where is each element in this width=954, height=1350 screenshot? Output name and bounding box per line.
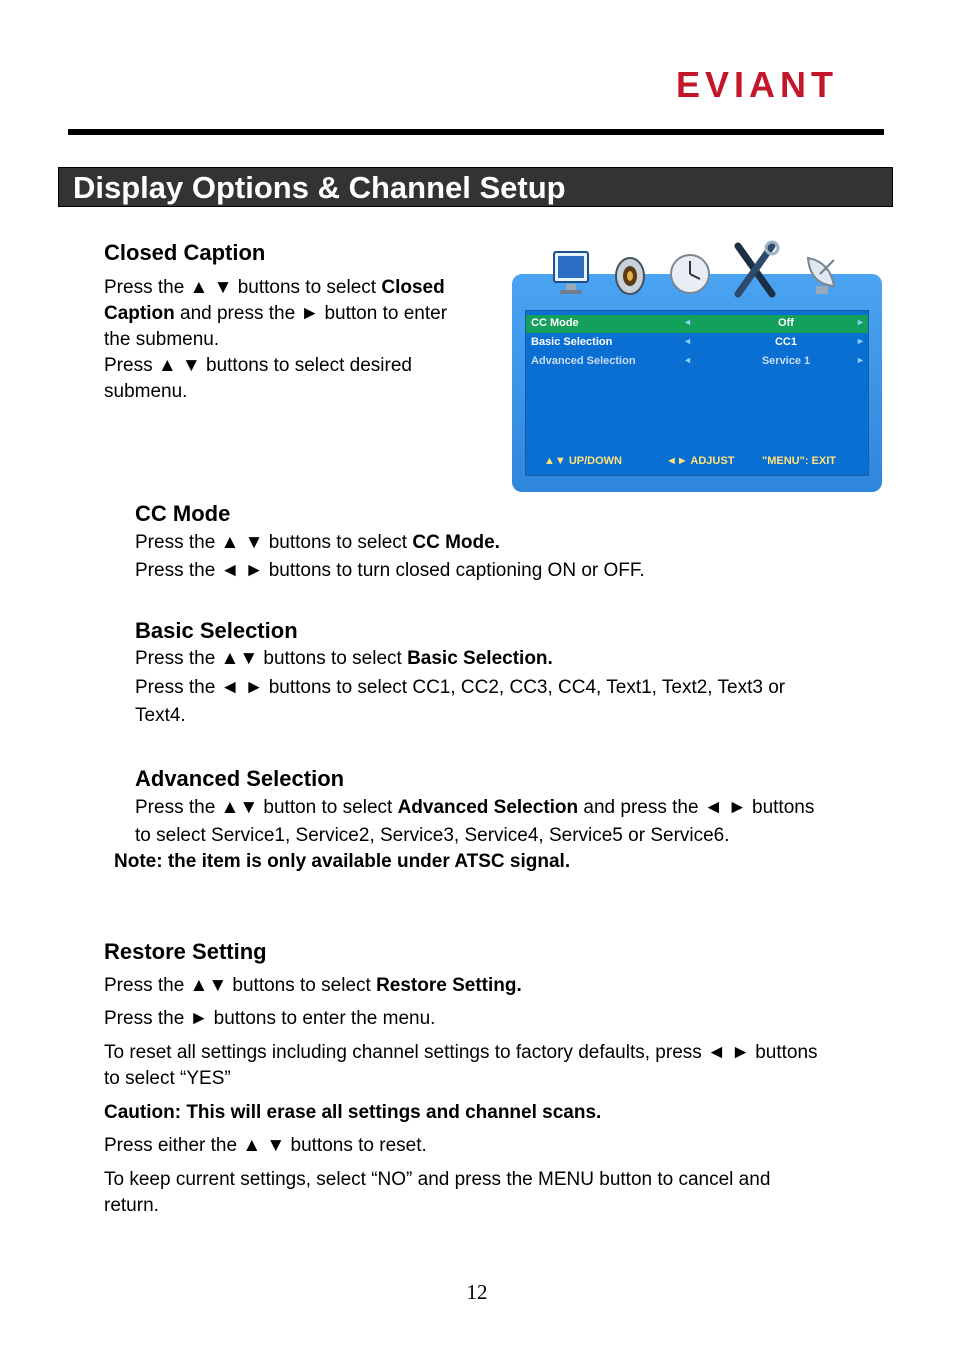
restore-setting-line3: To reset all settings including channel settings to factory defaults, press ◄ ► buttons [104, 1042, 818, 1063]
osd-row-basic-selection[interactable]: Basic Selection ◄ CC1 ► [531, 336, 865, 348]
left-arrow-icon: ◄ [683, 355, 692, 365]
logo-text: EVIANT [676, 66, 839, 100]
advanced-selection-heading: Advanced Selection [135, 766, 345, 791]
restore-setting-line1: Press the ▲▼ buttons to select Restore Setting. [104, 975, 522, 996]
tools-icon [730, 240, 780, 298]
brand-logo [676, 66, 882, 105]
osd-hint-updown: ▲▼ UP/DOWN [544, 455, 622, 467]
satellite-dish-icon [800, 248, 844, 298]
caution-note: Caution: This will erase all settings and channel scans. [104, 1102, 602, 1123]
section-title-bar [58, 167, 893, 207]
restore-setting-heading: Restore Setting [104, 939, 267, 964]
osd-menu-list [525, 310, 869, 476]
closed-caption-line5: submenu. [104, 381, 188, 402]
closed-caption-line3: the submenu. [104, 329, 220, 350]
osd-menu-screenshot [512, 240, 882, 492]
closed-caption-line1: Press the ▲ ▼ buttons to select Closed [104, 277, 445, 298]
basic-selection-heading: Basic Selection [135, 618, 298, 643]
osd-hint-exit: "MENU": EXIT [762, 455, 836, 467]
restore-setting-line4: to select “YES” [104, 1068, 231, 1089]
advanced-selection-line2: to select Service1, Service2, Service3, Service4, Service5 or Service6. [135, 825, 730, 846]
osd-row-advanced-selection[interactable]: Advanced Selection ◄ Service 1 ► [531, 355, 865, 367]
restore-setting-line6: To keep current settings, select “NO” and press the MENU button to cancel and [104, 1169, 771, 1190]
basic-selection-line1: Press the ▲▼ buttons to select Basic Selection. [135, 648, 553, 669]
right-arrow-icon: ► [856, 317, 865, 327]
restore-setting-line2: Press the ► buttons to enter the menu. [104, 1008, 436, 1029]
left-arrow-icon: ◄ [683, 317, 692, 327]
right-arrow-icon: ► [856, 336, 865, 346]
speaker-icon [612, 254, 648, 298]
eviant-logo-icon [676, 66, 882, 100]
osd-row-cc-mode[interactable]: CC Mode ◄ Off ► [526, 315, 868, 333]
closed-caption-heading: Closed Caption [104, 240, 266, 265]
closed-caption-line2: Caption and press the ► button to enter [104, 303, 448, 324]
monitor-icon [552, 248, 592, 298]
right-arrow-icon: ► [856, 355, 865, 365]
basic-selection-line2: Press the ◄ ► buttons to select CC1, CC2, CC3, CC4, Text1, Text2, Text3 or [135, 677, 786, 698]
atsc-note: Note: the item is only available under ATSC signal. [114, 851, 571, 872]
advanced-selection-line1: Press the ▲▼ button to select Advanced Selection and press the ◄ ► buttons [135, 797, 815, 818]
cc-mode-line1: Press the ▲ ▼ buttons to select CC Mode. [135, 532, 500, 553]
clock-icon [668, 252, 712, 296]
closed-caption-line4: Press ▲ ▼ buttons to select desired [104, 355, 412, 376]
osd-hint-adjust: ◄► ADJUST [666, 455, 735, 467]
section-title: Display Options & Channel Setup [73, 170, 566, 205]
page-number: 12 [466, 1280, 488, 1304]
top-rule [68, 129, 884, 135]
restore-setting-line7: return. [104, 1195, 159, 1216]
restore-setting-line5: Press either the ▲ ▼ buttons to reset. [104, 1135, 427, 1156]
cc-mode-heading: CC Mode [135, 501, 231, 526]
cc-mode-line2: Press the ◄ ► buttons to turn closed captioning ON or OFF. [135, 560, 645, 581]
basic-selection-line3: Text4. [135, 705, 186, 726]
left-arrow-icon: ◄ [683, 336, 692, 346]
